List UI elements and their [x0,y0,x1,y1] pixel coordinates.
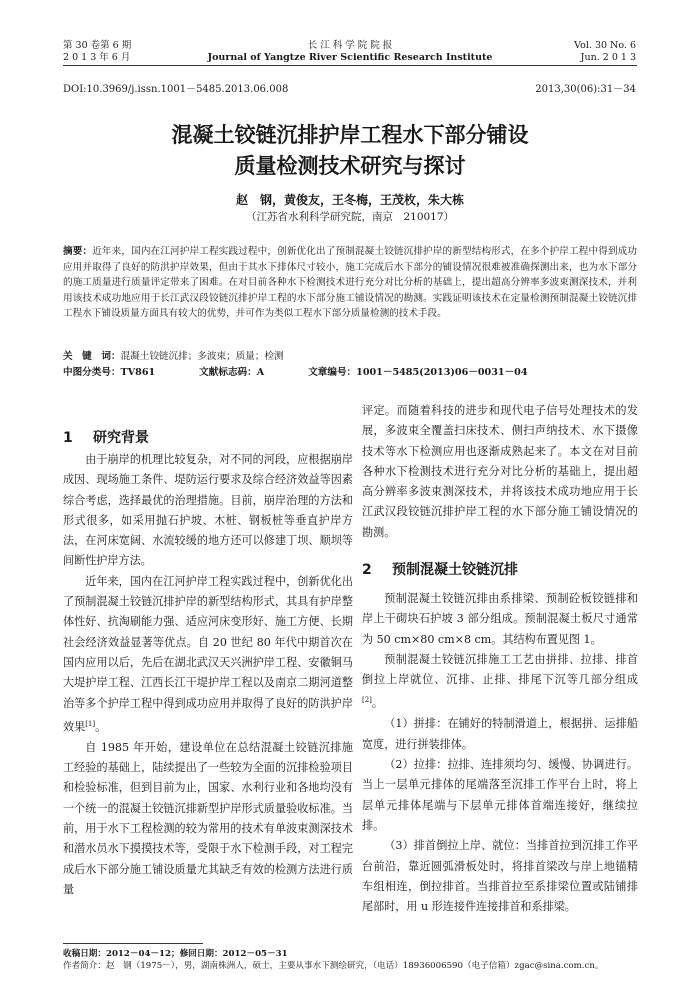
paragraph: 由于崩岸的机理比较复杂，对不同的河段，应根据崩岸成因、现场施工条件、堤防运行要求及综合经济效益等因素综合考虑，选择最优的治理措施。目前，崩岸治理的方法和形式很多，如采用抛石护坡、木桩、钢板桩等垂直护岸方法，在河床宽阔、水流较缓的地方还可以修建丁坝、顺坝等间断性护岸方法。 [63,453,353,568]
paragraph-continued: 评定。而随着科技的进步和现代电子信号处理技术的发展，多波束全覆盖扫床技术、侧扫声纳技术、水下摄像技术等水下检测应用也逐渐成熟起来了。本文在对目前各种水下检测技术进行充分对比分析的基础上，提出超高分辨率多波束测深技术，并将该技术成功地应用于长江武汉段铰链沉排护岸工程的水下部分施工铺设情况的勘测。 [362,404,638,539]
footnote [63,948,637,972]
title-line-2: 质量检测技术研究与探讨 [234,153,466,178]
article-title [80,119,620,181]
abstract-text: 近年来，国内在江河护岸工程实践过程中，创新优化出了预制混凝土铰链沉排护岸的新型结构形式，在多个护岸工程中得到成功应用并取得了良好的防洪护岸效果，但由于其水下排体尺寸较小，施工完成后水下部分的铺设情况很难被准确探测出来，也为水下部分的施工质量进行质量评定带来了困难。在对目前各种水下检测技术进行充分对比分析的基础上，提出超高分辨率多波束测深技术，并利用该技术成功地应用于长江武汉段铰链沉排护岸工程的水下部分施工铺设情况的勘测。实践证明该技术在定量检测预制混凝土铰链沉排工程水下铺设质量方面具有较大的优势，并可作为类似工程水下部分质量检测的技术手段。 [63,246,638,319]
running-header-right [574,40,636,64]
abstract [63,244,637,322]
doi: DOI:10.3969/j.issn.1001－5485.2013.06.008 [63,84,289,95]
citation: [2] [362,696,372,705]
header-divider [63,65,637,66]
date-en: Jun. 2 0 1 3 [580,52,636,63]
article-number: 文章编号：1001－5485(2013)06－0031－04 [308,367,528,378]
journal-name-en: Journal of Yangtze River Scientific Research Institute [207,52,493,63]
section-1-heading [63,428,149,448]
right-column-section-2 [362,589,638,917]
document-code: 文献标志码：A [199,367,265,378]
authors: 赵 钢，黄俊友，王冬梅，王茂枚，朱大栋 [235,193,464,207]
clc-number: 中图分类号：TV861 [63,367,156,378]
paragraph [362,650,638,715]
list-item: （1）拼排：在铺好的特制滑道上，根据拼、运排船宽度，进行拼装排体。 [362,717,638,751]
running-header-center [200,40,500,64]
section-2-heading [362,560,518,580]
received-dates: 收稿日期：2012－04－12；修回日期：2012－05－31 [63,949,288,959]
volume-cn: 第 30 卷第 6 期 [63,40,132,51]
paragraph-end: 。 [95,720,107,734]
affiliation: （江苏省水利科学研究院，南京 210017） [245,211,455,223]
list-item: （2）拉排：拉排、连排须均匀、缓慢、协调进行。当上一层单元排体的尾端落至沉排工作平台上时，将上层单元排体尾端与下层单元排体首端连接好，继续拉排。 [362,758,638,832]
issue-reference: 2013,30(06):31－34 [535,84,636,95]
paragraph [63,572,353,738]
title-line-1: 混凝土铰链沉排护岸工程水下部分铺设 [171,122,529,147]
right-column-top [362,401,638,543]
footnote-divider [63,943,203,944]
list-item: （3）排首倒拉上岸、就位：当排首拉到沉排工作平台前沿，靠近圆弧滑板处时，将排首梁改与岸上地锚精车组相连，倒拉排首。当排首拉至系排梁位置或陆铺排尾部时，用 u 形连接件连接排首和系排梁。 [362,839,638,914]
paragraph-text: 预制混凝土铰链沉排施工工艺由拼排、拉排、排首倒拉上岸就位、沉排、止排、排尾下沉等几部分组成 [362,652,638,687]
running-header-left [63,40,131,64]
keywords-label: 关 键 词： [63,351,121,362]
section-1-title: 研究背景 [93,430,149,446]
paragraph-end: 。 [371,697,384,711]
abstract-label: 摘要： [63,246,93,257]
date-cn: 2 0 1 3 年 6 月 [63,52,131,63]
keywords [63,350,637,364]
volume-en: Vol. 30 No. 6 [574,40,636,51]
left-column [63,450,353,900]
journal-name-cn: 长 江 科 学 院 院 报 [307,40,393,51]
citation: [1] [85,719,96,728]
paragraph-text: 近年来，国内在江河护岸工程实践过程中，创新优化出了预制混凝土铰链沉排护岸的新型结构形式，其具有护岸整体性好、抗淘刷能力强、适应河床变形好、施工方便、长期社会经济效益显著等优点。自 20 世纪 80 年代中期首次在国内应用以后，先后在湖北武汉天兴洲护岸工程、安徽铜马大堤护岸工程、江西长江干堤护岸工程以及南京二期河道整治等多个护岸工程中得到成功应用并取得了良好的防洪护岸效果 [63,574,353,734]
classification-line [63,366,637,380]
section-1-number: 1 [63,430,73,446]
section-2-number: 2 [362,562,372,578]
paragraph: 自 1985 年开始，建设单位在总结混凝土铰链沉排施工经验的基础上，陆续提出了一些较为全面的沉排检验项目和检验标准，但到目前为止，国家、水利行业和各地均没有一个统一的混凝土铰链沉排新型护岸形式质量验收标准。当前，用于水下工程检测的较为常用的技术有单波束测深技术和潜水员水下摸摸技术等，受限于水下检测手段，对工程完成后水下部分施工铺设质量尤其缺乏有效的检测方法进行质量 [63,740,353,896]
section-2-title: 预制混凝土铰链沉排 [392,562,518,578]
author-bio: 作者简介：赵 钢（1975－），男，湖南株洲人，硕士，主要从事水下测绘研究，（电话）18936006590（电子信箱）zgac@sina.com.cn。 [63,961,604,971]
paragraph: 预制混凝土铰链沉排由系排梁、预制砼板铰链排和岸上干砌块石护坡 3 部分组成。预制混凝土板尺寸通常为 50 cm×80 cm×8 cm。其结构布置见图 1。 [362,592,638,646]
keywords-text: 混凝土铰链沉排；多波束；质量；检测 [120,351,284,362]
